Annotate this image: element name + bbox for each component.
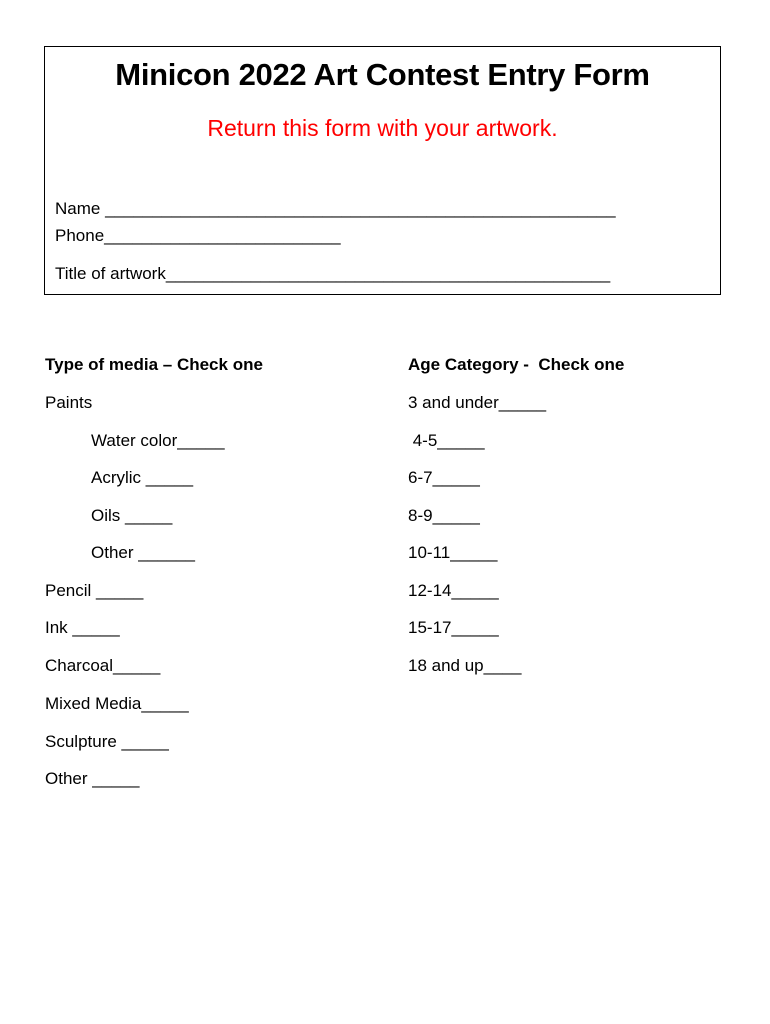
media-heading: Type of media – Check one (45, 355, 263, 374)
media-option-acrylic[interactable]: Acrylic _____ (91, 468, 194, 487)
name-field[interactable]: Name ______________________________________________________ (55, 199, 616, 218)
age-option-6-7[interactable]: 6-7_____ (408, 468, 480, 487)
age-option-18-and-up[interactable]: 18 and up____ (408, 656, 522, 675)
artwork-title-field[interactable]: Title of artwork_______________________________________________ (55, 264, 611, 283)
media-option-water-color[interactable]: Water color_____ (91, 431, 225, 450)
media-option-paints: Paints (45, 393, 93, 412)
media-option-charcoal[interactable]: Charcoal_____ (45, 656, 161, 675)
media-option-ink[interactable]: Ink _____ (45, 618, 120, 637)
age-heading: Age Category - Check one (408, 355, 625, 374)
media-option-sculpture[interactable]: Sculpture _____ (45, 732, 169, 751)
media-option-other[interactable]: Other _____ (45, 769, 140, 788)
age-option-10-11[interactable]: 10-11_____ (408, 543, 498, 562)
age-option-3-and-under[interactable]: 3 and under_____ (408, 393, 547, 412)
media-option-pencil[interactable]: Pencil _____ (45, 581, 144, 600)
age-option-15-17[interactable]: 15-17_____ (408, 618, 499, 637)
form-title: Minicon 2022 Art Contest Entry Form (115, 57, 650, 92)
media-option-paint-other[interactable]: Other ______ (91, 543, 195, 562)
age-option-12-14[interactable]: 12-14_____ (408, 581, 499, 600)
form-header-box (44, 46, 721, 295)
age-option-8-9[interactable]: 8-9_____ (408, 506, 480, 525)
age-option-4-5[interactable]: 4-5_____ (408, 431, 485, 450)
media-option-oils[interactable]: Oils _____ (91, 506, 173, 525)
media-option-mixed-media[interactable]: Mixed Media_____ (45, 694, 189, 713)
form-subtitle: Return this form with your artwork. (207, 115, 558, 141)
phone-field[interactable]: Phone_________________________ (55, 226, 341, 245)
